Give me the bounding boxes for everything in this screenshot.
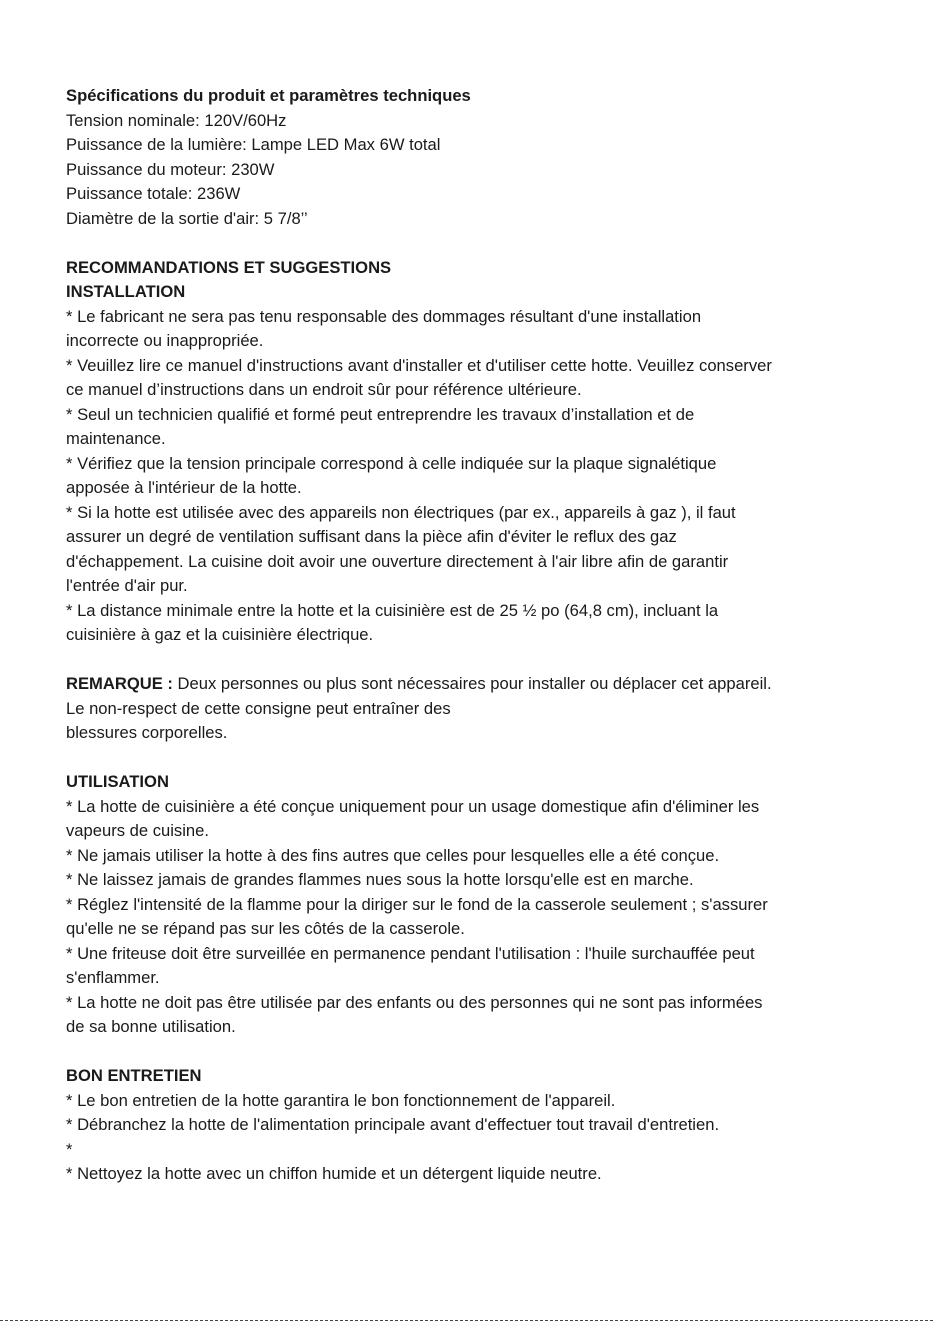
installation-line: * Vérifiez que la tension principale correspond à celle indiquée sur la plaque signalétique xyxy=(66,453,717,473)
maintenance-line: * Nettoyez la hotte avec un chiffon humide et un détergent liquide neutre. xyxy=(66,1164,602,1183)
usage-section xyxy=(66,770,876,1040)
usage-line: * La hotte de cuisinière a été conçue uniquement pour un usage domestique afin d'éliminer les xyxy=(66,796,760,816)
specs-line: Tension nominale: 120V/60Hz xyxy=(66,110,287,130)
installation-line: maintenance. xyxy=(66,429,166,448)
remark-line: blessures corporelles. xyxy=(66,723,228,742)
section-gap xyxy=(66,746,876,771)
usage-line: * La hotte ne doit pas être utilisée par des enfants ou des personnes qui ne sont pas informées xyxy=(66,992,763,1012)
installation-line: ce manuel d’instructions dans un endroit sûr pour référence ultérieure. xyxy=(66,380,582,399)
installation-line: incorrecte ou inappropriée. xyxy=(66,331,264,350)
maintenance-heading: BON ENTRETIEN xyxy=(66,1066,202,1085)
remark-first-line xyxy=(66,672,876,697)
usage-line: qu'elle ne se répand pas sur les côtés de la casserole. xyxy=(66,919,465,938)
remark-label: REMARQUE : xyxy=(66,674,173,693)
remark-section xyxy=(66,672,876,746)
document-page xyxy=(66,84,876,1187)
specs-section xyxy=(66,84,876,231)
specs-line: Diamètre de la sortie d'air: 5 7/8’’ xyxy=(66,208,308,228)
specs-heading: Spécifications du produit et paramètres techniques xyxy=(66,86,471,105)
installation-line: assurer un degré de ventilation suffisant dans la pièce afin d'éviter le reflux des gaz xyxy=(66,527,677,546)
page-bottom-divider xyxy=(0,1320,933,1321)
maintenance-line: * xyxy=(66,1139,73,1159)
usage-line: de sa bonne utilisation. xyxy=(66,1017,236,1036)
maintenance-section xyxy=(66,1064,876,1187)
maintenance-line: * Le bon entretien de la hotte garantira le bon fonctionnement de l'appareil. xyxy=(66,1090,616,1110)
installation-line: apposée à l'intérieur de la hotte. xyxy=(66,478,302,497)
usage-line: * Ne jamais utiliser la hotte à des fins autres que celles pour lesquelles elle a été conçue. xyxy=(66,845,720,865)
usage-line: s'enflammer. xyxy=(66,968,160,987)
recommendations-section xyxy=(66,256,876,648)
section-gap xyxy=(66,1040,876,1065)
usage-line: vapeurs de cuisine. xyxy=(66,821,209,840)
installation-line: * Seul un technicien qualifié et formé peut entreprendre les travaux d’installation et de xyxy=(66,404,695,424)
specs-line: Puissance totale: 236W xyxy=(66,184,241,203)
installation-line: * Si la hotte est utilisée avec des appareils non électriques (par ex., appareils à gaz ), il faut xyxy=(66,502,736,522)
specs-line: Puissance du moteur: 230W xyxy=(66,159,275,179)
installation-line: * Le fabricant ne sera pas tenu responsable des dommages résultant d'une installation xyxy=(66,306,702,326)
specs-line: Puissance de la lumière: Lampe LED Max 6W total xyxy=(66,135,441,154)
usage-heading: UTILISATION xyxy=(66,772,169,791)
usage-line: * Réglez l'intensité de la flamme pour la diriger sur le fond de la casserole seulement ; s'assurer xyxy=(66,894,768,914)
installation-line: cuisinière à gaz et la cuisinière électrique. xyxy=(66,625,374,644)
maintenance-line: * Débranchez la hotte de l'alimentation principale avant d'effectuer tout travail d'entretien. xyxy=(66,1115,720,1134)
installation-line: * Veuillez lire ce manuel d'instructions avant d'installer et d'utiliser cette hotte. Veuillez conserver xyxy=(66,355,772,375)
section-gap xyxy=(66,648,876,673)
recommendations-heading: RECOMMANDATIONS ET SUGGESTIONS xyxy=(66,257,392,277)
usage-line: * Ne laissez jamais de grandes flammes nues sous la hotte lorsqu'elle est en marche. xyxy=(66,870,694,889)
remark-text: Deux personnes ou plus sont nécessaires pour installer ou déplacer cet appareil. xyxy=(172,674,772,693)
installation-subheading: INSTALLATION xyxy=(66,282,186,301)
installation-line: l'entrée d'air pur. xyxy=(66,576,188,595)
usage-line: * Une friteuse doit être surveillée en permanence pendant l'utilisation : l'huile surchauffée peut xyxy=(66,943,755,963)
installation-line: d'échappement. La cuisine doit avoir une ouverture directement à l'air libre afin de garantir xyxy=(66,551,729,571)
installation-line: * La distance minimale entre la hotte et la cuisinière est de 25 ½ po (64,8 cm), incluant la xyxy=(66,600,719,620)
section-gap xyxy=(66,231,876,256)
remark-line: Le non-respect de cette consigne peut entraîner des xyxy=(66,698,451,718)
